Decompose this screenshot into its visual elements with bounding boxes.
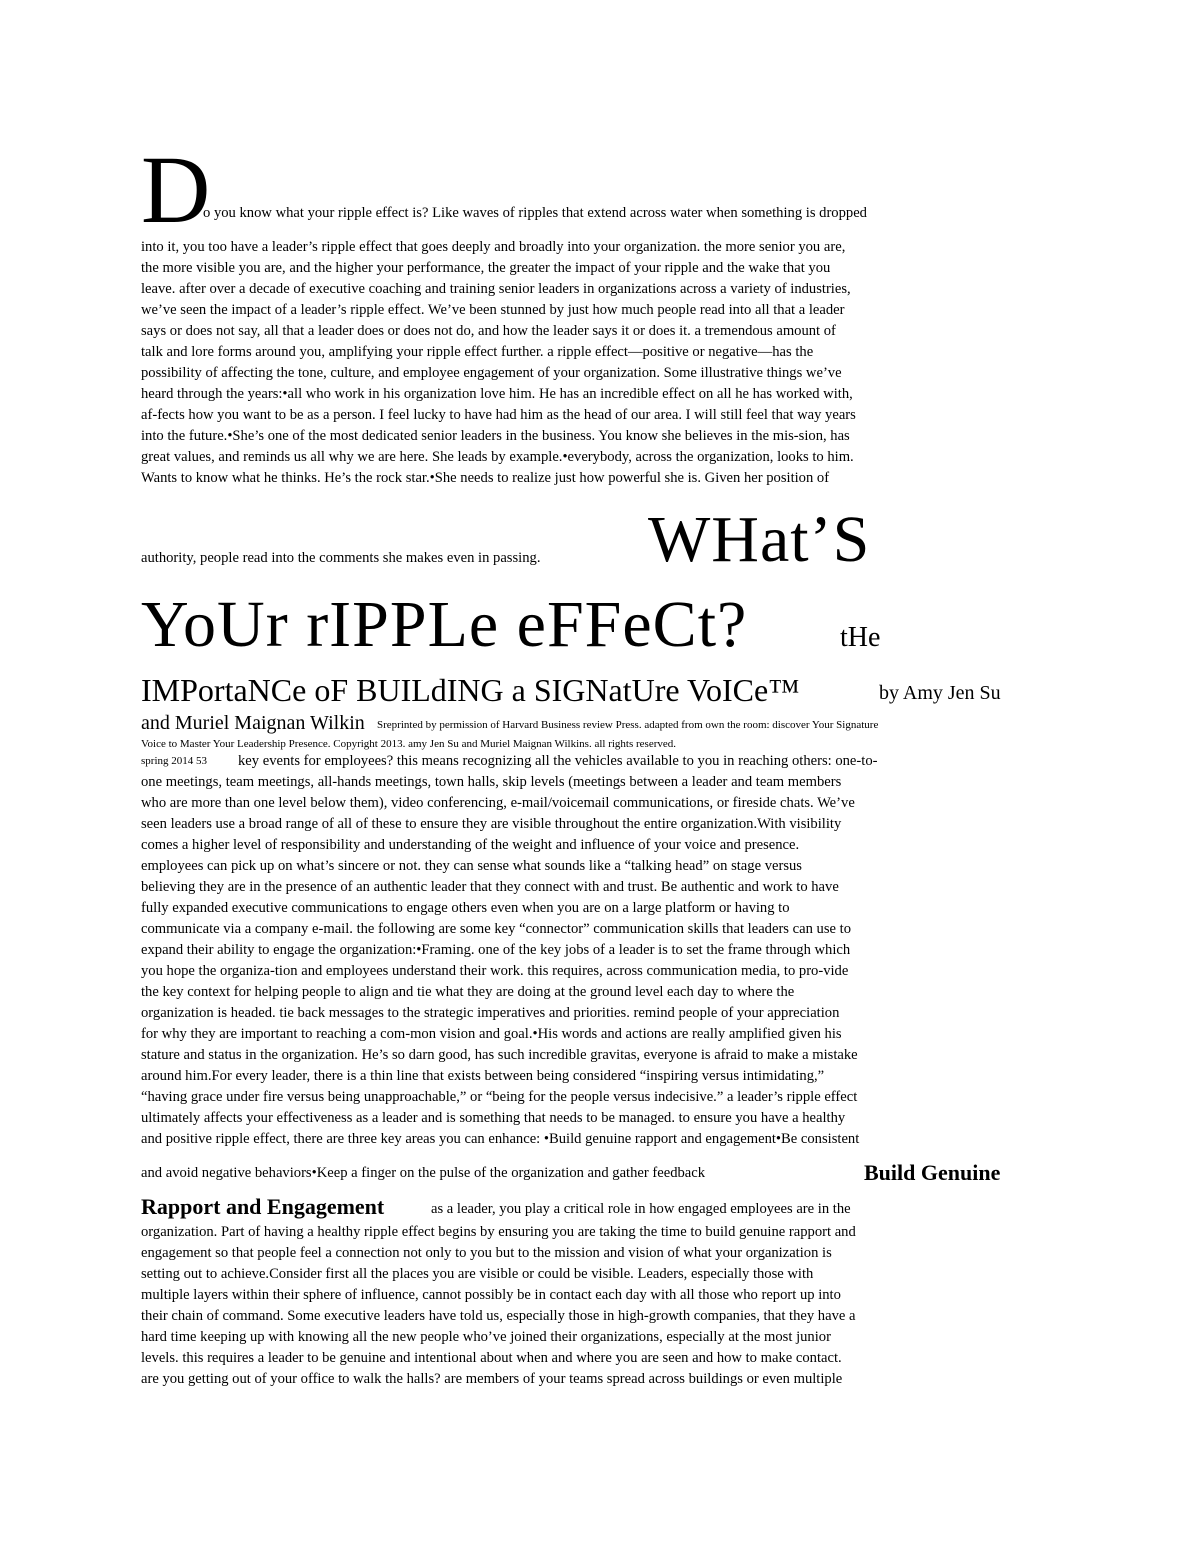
- text-line: the key context for helping people to align and tie what they are doing at the ground level each day to where the: [141, 984, 795, 1000]
- text-line: into the future.•She’s one of the most dedicated senior leaders in the business. You know she believes in the mis-sion, has: [141, 428, 850, 444]
- text-line: Wants to know what he thinks. He’s the rock star.•She needs to realize just how powerful she is. Given her position of: [141, 470, 830, 486]
- text-line: af-fects how you want to be as a person. I feel lucky to have had him as the head of our area. I will still feel that way years: [141, 407, 856, 423]
- opening-line: o you know what your ripple effect is? Like waves of ripples that extend across water when something is dropped: [203, 205, 867, 221]
- article-subtitle: tHe: [840, 622, 881, 653]
- text-line: talk and lore forms around you, amplifying your ripple effect further. a ripple effect—positive or negative—has the: [141, 344, 814, 360]
- article-title: WHat’S: [648, 503, 871, 576]
- text-line: who are more than one level below them), video conferencing, e-mail/voicemail communications, or fireside chats. We’ve: [141, 795, 855, 811]
- byline: by Amy Jen Su: [879, 682, 1001, 704]
- text-line: hard time keeping up with knowing all the new people who’ve joined their organizations, especially at the most junior: [141, 1329, 831, 1345]
- text-line: fully expanded executive communications to engage others even when you are on a large platform or having to: [141, 900, 790, 916]
- text-line: authority, people read into the comments she makes even in passing.: [141, 550, 541, 566]
- text-line: stature and status in the organization. He’s so darn good, has such incredible gravitas, everyone is afraid to make a mistake: [141, 1047, 858, 1063]
- reprint-note: Sreprinted by permission of Harvard Business review Press. adapted from own the room: discover Your Signature: [377, 719, 879, 731]
- text-line: organization is headed. tie back messages to the strategic imperatives and priorities. remind people of your appreciation: [141, 1005, 840, 1021]
- section-heading: Rapport and Engagement: [141, 1194, 385, 1219]
- text-line: employees can pick up on what’s sincere or not. they can sense what sounds like a “talking head” on stage versus: [141, 858, 802, 874]
- text-line: great values, and reminds us all why we are here. She leads by example.•everybody, across the organization, looks to him.: [141, 449, 854, 465]
- text-line: leave. after over a decade of executive coaching and training senior leaders in organizations across a variety of industries,: [141, 281, 851, 297]
- text-line: for why they are important to reaching a com-mon vision and goal.•His words and actions are really amplified given his: [141, 1026, 842, 1042]
- text-line: their chain of command. Some executive leaders have told us, especially those in high-growth companies, that they have a: [141, 1308, 856, 1324]
- text-line: engagement so that people feel a connection not only to you but to the mission and vision of what your organization is: [141, 1245, 832, 1261]
- text-line: organization. Part of having a healthy ripple effect begins by ensuring you are taking the time to build genuine rapport and: [141, 1224, 856, 1240]
- text-line: heard through the years:•all who work in his organization love him. He has an incredible effect on all he has worked with,: [141, 386, 853, 402]
- page-folio: spring 2014 53: [141, 755, 207, 767]
- drop-cap: D: [141, 136, 209, 243]
- text-line: expand their ability to engage the organization:•Framing. one of the key jobs of a leader is to set the frame through which: [141, 942, 851, 958]
- text-line: you hope the organiza-tion and employees understand their work. this requires, across communication media, to pro-vide: [141, 963, 849, 979]
- text-line: key events for employees? this means recognizing all the vehicles available to you in reaching others: one-to-: [238, 753, 878, 769]
- text-line: setting out to achieve.Consider first all the places you are visible or could be visible. Leaders, especially those with: [141, 1266, 814, 1282]
- text-line: communicate via a company e-mail. the following are some key “connector” communication skills that leaders can use to: [141, 921, 851, 937]
- text-line: as a leader, you play a critical role in how engaged employees are in the: [431, 1201, 851, 1217]
- text-line: seen leaders use a broad range of all of these to ensure they are visible throughout the entire organization.With visibility: [141, 816, 842, 832]
- text-line: “having grace under fire versus being unapproachable,” or “being for the people versus indecisive.” a leader’s ripple effect: [141, 1089, 858, 1105]
- text-line: we’ve seen the impact of a leader’s ripple effect. We’ve been stunned by just how much people read into all that a leader: [141, 302, 845, 318]
- text-line: levels. this requires a leader to be genuine and intentional about when and where you are seen and how to make contact.: [141, 1350, 842, 1366]
- text-line: possibility of affecting the tone, culture, and employee engagement of your organization. Some illustrative things we’ve: [141, 365, 842, 381]
- text-line: says or does not say, all that a leader does or does not do, and how the leader says it or does it. a tremendous amount of: [141, 323, 836, 339]
- text-line: around him.For every leader, there is a thin line that exists between being considered “inspiring versus intimidating,”: [141, 1068, 825, 1084]
- article-title: YoUr rIPPLe eFFeCt?: [141, 588, 748, 661]
- text-line: and positive ripple effect, there are three key areas you can enhance: •Build genuine rapport and engagement•Be consistent: [141, 1131, 860, 1147]
- byline: and Muriel Maignan Wilkin: [141, 712, 365, 734]
- reprint-note: Voice to Master Your Leadership Presence. Copyright 2013. amy Jen Su and Muriel Maignan Wilkins. all rights reserved.: [141, 738, 677, 750]
- text-line: into it, you too have a leader’s ripple effect that goes deeply and broadly into your organization. the more senior you are,: [141, 239, 846, 255]
- text-line: the more visible you are, and the higher your performance, the greater the impact of your ripple and the wake that you: [141, 260, 831, 276]
- text-line: ultimately affects your effectiveness as a leader and is something that needs to be managed. to ensure you have a healthy: [141, 1110, 846, 1126]
- text-line: believing they are in the presence of an authentic leader that they connect with and trust. Be authentic and work to have: [141, 879, 839, 895]
- article-subtitle: IMPortaNCe oF BUILdING a SIGNatUre VoICe™: [141, 672, 800, 708]
- text-line: comes a higher level of responsibility and understanding of the weight and influence of your voice and presence.: [141, 837, 800, 853]
- section-heading: Build Genuine: [864, 1160, 1001, 1185]
- text-line: one meetings, team meetings, all-hands meetings, town halls, skip levels (meetings between a leader and team members: [141, 774, 842, 790]
- text-line: multiple layers within their sphere of influence, cannot possibly be in contact each day with all those who report up into: [141, 1287, 841, 1303]
- text-line: are you getting out of your office to walk the halls? are members of your teams spread across buildings or even multiple: [141, 1371, 843, 1387]
- text-line: and avoid negative behaviors•Keep a finger on the pulse of the organization and gather feedback: [141, 1165, 706, 1181]
